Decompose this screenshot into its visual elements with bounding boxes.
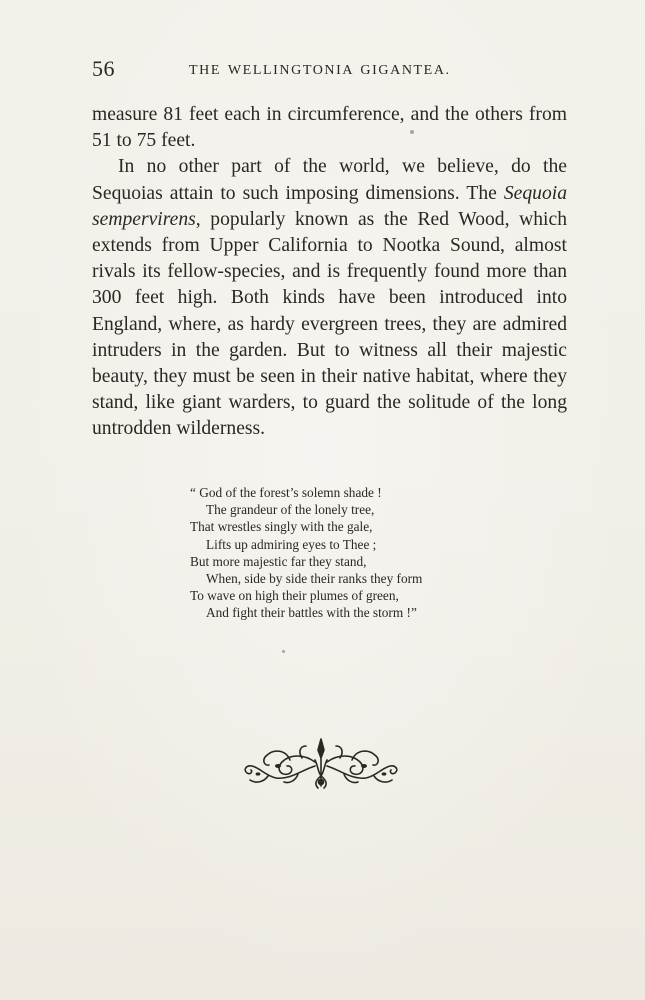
poem-line: The grandeur of the lonely tree, — [206, 502, 375, 518]
page-header — [92, 56, 562, 86]
poem-line: To wave on high their plumes of green, — [190, 588, 399, 604]
poem-quotation — [190, 484, 530, 622]
poem-line: That wrestles singly with the gale, — [190, 519, 373, 535]
paper-speck — [282, 650, 285, 653]
poem-line: And fight their battles with the storm !” — [206, 605, 417, 621]
poem-line: “ God of the forest’s solemn shade ! — [190, 485, 382, 500]
page-number: 56 — [92, 56, 115, 81]
paragraph-rest: , popularly known as the Red Wood, which extends from Upper California to Nootka Sound, almost rivals its fellow-species, and is frequently found more than 300 feet high. Both kinds have been introduced into England, where, as hardy evergreen trees, they are admired intruders in the garden. But to witness all their majestic beauty, they must be seen in their native habitat, where they stand, like giant warders, to guard the solitude of the long untrodden wilderness. — [92, 208, 567, 440]
poem-line: But more majestic far they stand, — [190, 553, 367, 569]
body-text — [92, 102, 567, 443]
paper-speck — [410, 130, 414, 134]
poem-line: When, side by side their ranks they form — [206, 571, 423, 587]
paragraph-sequoias — [92, 154, 567, 442]
floral-tailpiece-ornament-icon — [238, 736, 404, 792]
species-name-italic: Sequoia sempervirens — [92, 182, 567, 230]
running-head: THE WELLINGTONIA GIGANTEA. — [189, 63, 451, 78]
poem-line: Lifts up admiring eyes to Thee ; — [206, 536, 377, 552]
paragraph-continued: measure 81 feet each in circumference, and the others from 51 to 75 feet. — [92, 104, 567, 152]
paragraph-lead: In no other part of the world, we believe, do the Sequoias attain to such imposing dimensions. The — [92, 156, 567, 204]
